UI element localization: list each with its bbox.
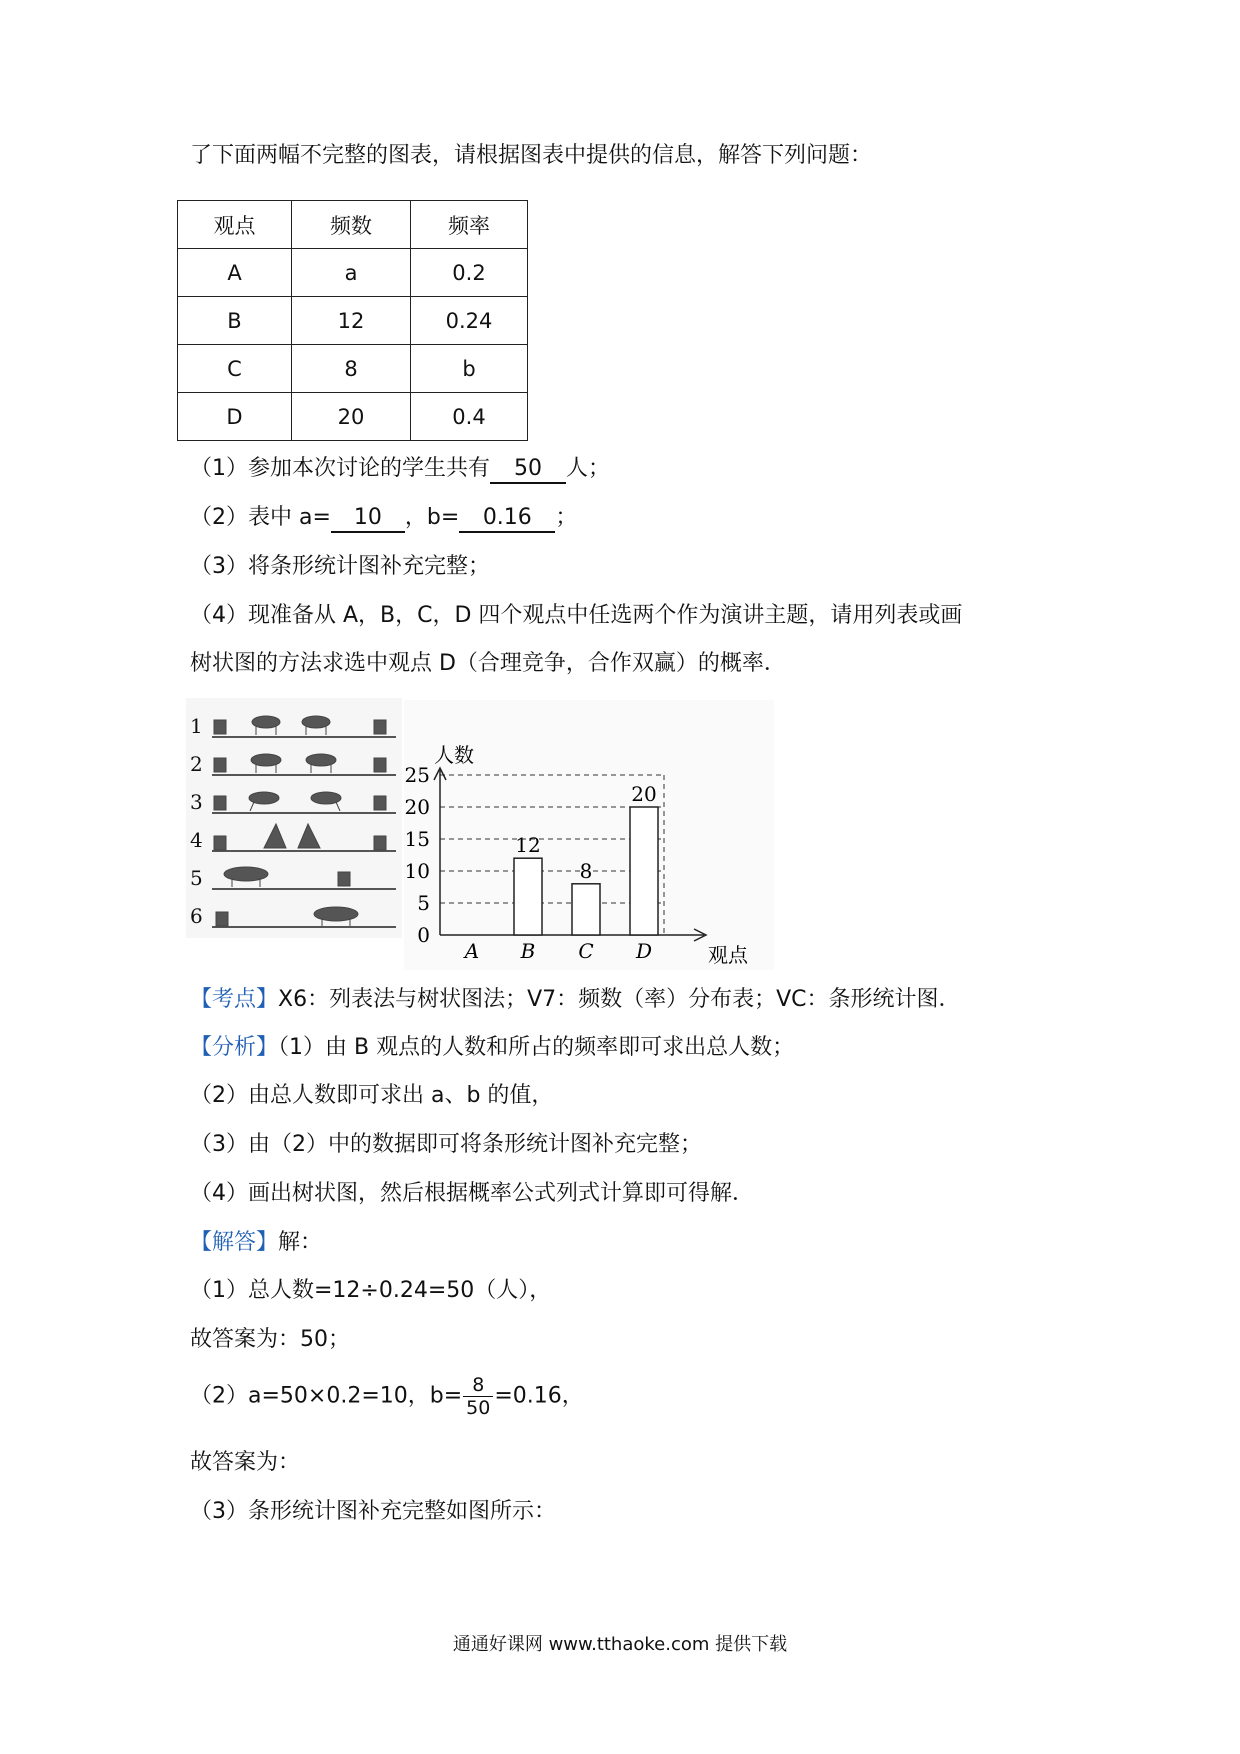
picture-number: 2 [190,752,203,776]
question-2-suffix: ； [555,505,578,530]
donkeys-cartoon-image [186,698,402,938]
kaodian-tag: 【考点】 [190,987,279,1012]
y-tick-label: 20 [404,795,430,819]
table-cell: 0.2 [411,249,528,297]
table-cell: 12 [292,297,411,345]
solution-step-1-answer: 故答案为：50； [190,1327,350,1352]
fenxi-line-2: （2）由总人数即可求出 a、b 的值， [190,1083,554,1108]
fraction-numerator: 8 [463,1374,493,1397]
picture-number: 6 [190,904,203,928]
solution-step-2-answer: 故答案为： [190,1450,301,1475]
question-2 [190,503,577,533]
kaodian-line [190,985,961,1015]
y-tick-label: 0 [417,923,430,947]
table-cell: 0.24 [411,297,528,345]
table-header-cell: 频数 [292,201,411,249]
picture-number: 3 [190,790,203,814]
picture-number: 5 [190,866,203,890]
bar-D [630,807,658,935]
question-1-prefix: （1）参加本次讨论的学生共有 [190,456,490,481]
table-cell: A [178,249,292,297]
y-tick-label: 15 [404,827,430,851]
x-tick-label: A [464,939,480,963]
question-2-prefix: （2）表中 a= [190,505,331,530]
table-row [178,249,528,297]
bar-data-label: 20 [631,782,657,806]
question-1-suffix: 人； [566,456,611,481]
table-cell: 20 [292,393,411,441]
y-tick-label: 10 [404,859,430,883]
table-cell: b [411,345,528,393]
question-4-line-1: （4）现准备从 A，B，C，D 四个观点中任选两个作为演讲主题，请用列表或画 [190,603,963,628]
jieda-text: 解： [278,1230,323,1255]
solution-step-1: （1）总人数=12÷0.24=50（人）， [190,1278,552,1303]
picture-number: 1 [190,714,203,738]
fenxi-tag: 【分析】 [190,1035,279,1060]
y-tick-label: 25 [404,763,430,787]
fenxi-line-1 [190,1033,794,1063]
jieda-tag: 【解答】 [190,1230,279,1255]
y-axis-label: 人数 [434,743,474,767]
intro-text: 了下面两幅不完整的图表，请根据图表中提供的信息，解答下列问题： [190,143,873,168]
table-header-row [178,201,528,249]
table-cell: C [178,345,292,393]
table-row [178,393,528,441]
fenxi-line-3: （3）由（2）中的数据即可将条形统计图补充完整； [190,1132,702,1157]
solution-step-2-prefix: （2）a=50×0.2=10，b= [190,1383,463,1409]
donkeys-cartoon-icon [186,698,402,938]
bar-C [572,884,600,935]
y-tick-label: 5 [417,891,430,915]
table-header-cell: 频率 [411,201,528,249]
table-cell: D [178,393,292,441]
table-row [178,297,528,345]
question-1 [190,454,610,484]
question-3: （3）将条形统计图补充完整； [190,554,490,579]
table-row [178,345,528,393]
solution-step-3: （3）条形统计图补充完整如图所示： [190,1499,556,1524]
table-cell: B [178,297,292,345]
jieda-line [190,1228,322,1258]
fraction-denominator: 50 [466,1397,491,1419]
x-tick-label: B [520,939,536,963]
x-axis-label: 观点 [708,943,748,967]
table-cell: 0.4 [411,393,528,441]
fenxi-text: （1）由 B 观点的人数和所占的频率即可求出总人数； [278,1035,795,1060]
bar-data-label: 8 [579,858,593,883]
question-2-mid: ，b= [404,505,460,530]
solution-step-2 [190,1374,584,1419]
picture-number: 4 [190,828,203,852]
frequency-table [177,200,528,441]
table-header-cell: 观点 [178,201,292,249]
bar-data-label: 12 [515,833,541,858]
answer-blank: 50 [490,456,566,484]
fraction [463,1374,493,1419]
fenxi-line-4: （4）画出树状图，然后根据概率公式列式计算即可得解． [190,1181,754,1206]
table-cell: a [292,249,411,297]
page-footer: 通通好课网 www.tthaoke.com 提供下载 [452,1634,788,1655]
solution-step-2-suffix: =0.16， [494,1383,584,1409]
bar-chart [404,700,774,970]
x-tick-label: D [635,939,653,963]
answer-blank: 0.16 [459,505,555,533]
bar-B [514,858,542,935]
question-4-line-2: 树状图的方法求选中观点 D（合理竞争，合作双赢）的概率． [190,651,786,676]
answer-blank: 10 [331,505,405,533]
x-tick-label: C [578,939,594,963]
kaodian-text: X6：列表法与树状图法；V7：频数（率）分布表；VC：条形统计图． [278,987,961,1012]
table-cell: 8 [292,345,411,393]
